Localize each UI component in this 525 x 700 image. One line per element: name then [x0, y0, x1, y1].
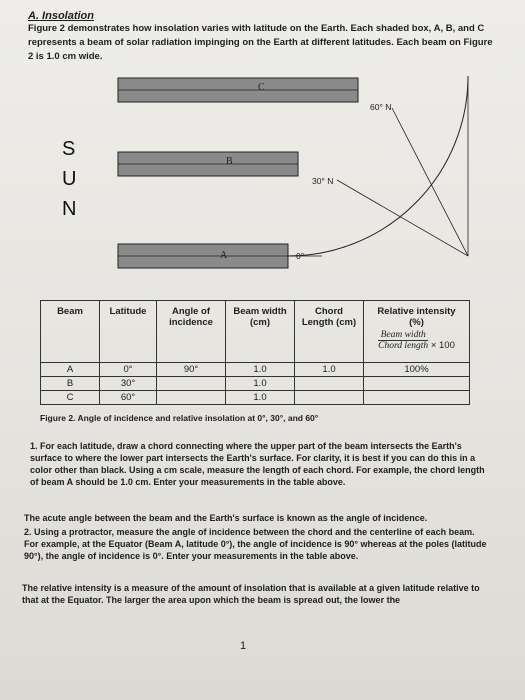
cell-beam: B — [41, 377, 100, 391]
cell-angle[interactable] — [157, 391, 226, 405]
table-row — [41, 391, 470, 405]
cell-relative-intensity[interactable] — [364, 377, 470, 391]
relative-intensity-paragraph: The relative intensity is a measure of the amount of insolation that is available at a given latitude relative to that at the Equator. The larger the area upon which the beam is spread out, the lower the — [22, 583, 480, 605]
insolation-figure — [0, 60, 525, 305]
cell-chord[interactable] — [295, 391, 364, 405]
col-latitude: Latitude — [100, 301, 157, 363]
intro-paragraph: Figure 2 demonstrates how insolation varies with latitude on the Earth. Each shaded box, A, B, and C represents a beam of solar radiation impinging on the Earth at different latitudes. Each beam on Figure 2 is 1.0 cm wide. — [28, 23, 493, 62]
ri-denominator: Chord length — [378, 341, 429, 351]
col-angle: Angle of incidence — [157, 301, 226, 363]
beam-b-label: B — [226, 156, 233, 167]
cell-angle[interactable]: 90° — [157, 363, 226, 377]
col-beam: Beam — [41, 301, 100, 363]
ri-multiplier: × 100 — [430, 340, 455, 351]
col-relative-intensity — [364, 301, 470, 363]
sun-letter-u: U — [62, 168, 77, 190]
cell-chord[interactable]: 1.0 — [295, 363, 364, 377]
cell-width: 1.0 — [226, 377, 295, 391]
lat-30-label: 30° N — [312, 176, 334, 186]
beam-a-label: A — [220, 250, 228, 261]
cell-latitude: 0° — [100, 363, 157, 377]
table-header-row — [41, 301, 470, 363]
ri-unit: (%) — [409, 317, 424, 328]
ri-formula — [378, 330, 428, 351]
beam-c-label: C — [258, 82, 265, 93]
col-width: Beam width (cm) — [226, 301, 295, 363]
cell-chord[interactable] — [295, 377, 364, 391]
angle-definition: The acute angle between the beam and the Earth's surface is known as the angle of incidence. — [24, 513, 428, 523]
cell-latitude: 60° — [100, 391, 157, 405]
figure-caption: Figure 2. Angle of incidence and relative insolation at 0°, 30°, and 60° — [40, 413, 319, 423]
insolation-table — [40, 300, 470, 405]
cell-relative-intensity[interactable] — [364, 391, 470, 405]
cell-width: 1.0 — [226, 391, 295, 405]
table-row — [41, 363, 470, 377]
beam-c — [118, 78, 358, 102]
cell-beam: C — [41, 391, 100, 405]
page-number: 1 — [240, 640, 247, 652]
lat-60-label: 60° N — [370, 102, 392, 112]
cell-latitude: 30° — [100, 377, 157, 391]
sun-letter-n: N — [62, 198, 77, 220]
table-row — [41, 377, 470, 391]
section-heading: A. Insolation — [28, 10, 94, 22]
ri-title: Relative intensity — [377, 306, 456, 317]
beam-b — [118, 152, 298, 176]
instruction-2: 2. Using a protractor, measure the angle of incidence between the chord and the centerline of each beam. For example, at the Equator (Beam A, latitude 0°), the angle of incidence is 90° whereas at the poles (latitude 90°), the angle of incidence is 0°. Enter your measurements in the table above. — [24, 527, 487, 561]
col-chord: Chord Length (cm) — [295, 301, 364, 363]
sun-letter-s: S — [62, 138, 76, 160]
lat-0-label: 0° — [296, 251, 305, 261]
cell-width: 1.0 — [226, 363, 295, 377]
cell-beam: A — [41, 363, 100, 377]
instruction-1: 1. For each latitude, draw a chord connecting where the upper part of the beam intersects the Earth's surface to where the lower part intersects the Earth's surface. For clarity, it is best if you can do this in a color other than black. Using a cm scale, measure the length of each chord. For example, the chord length of beam A should be 1.0 cm. Enter your measurements in the table above. — [30, 441, 485, 487]
cell-angle[interactable] — [157, 377, 226, 391]
cell-relative-intensity[interactable]: 100% — [364, 363, 470, 377]
beam-a — [118, 244, 288, 268]
ri-numerator: Beam width — [378, 330, 428, 341]
figure-svg — [0, 60, 525, 300]
